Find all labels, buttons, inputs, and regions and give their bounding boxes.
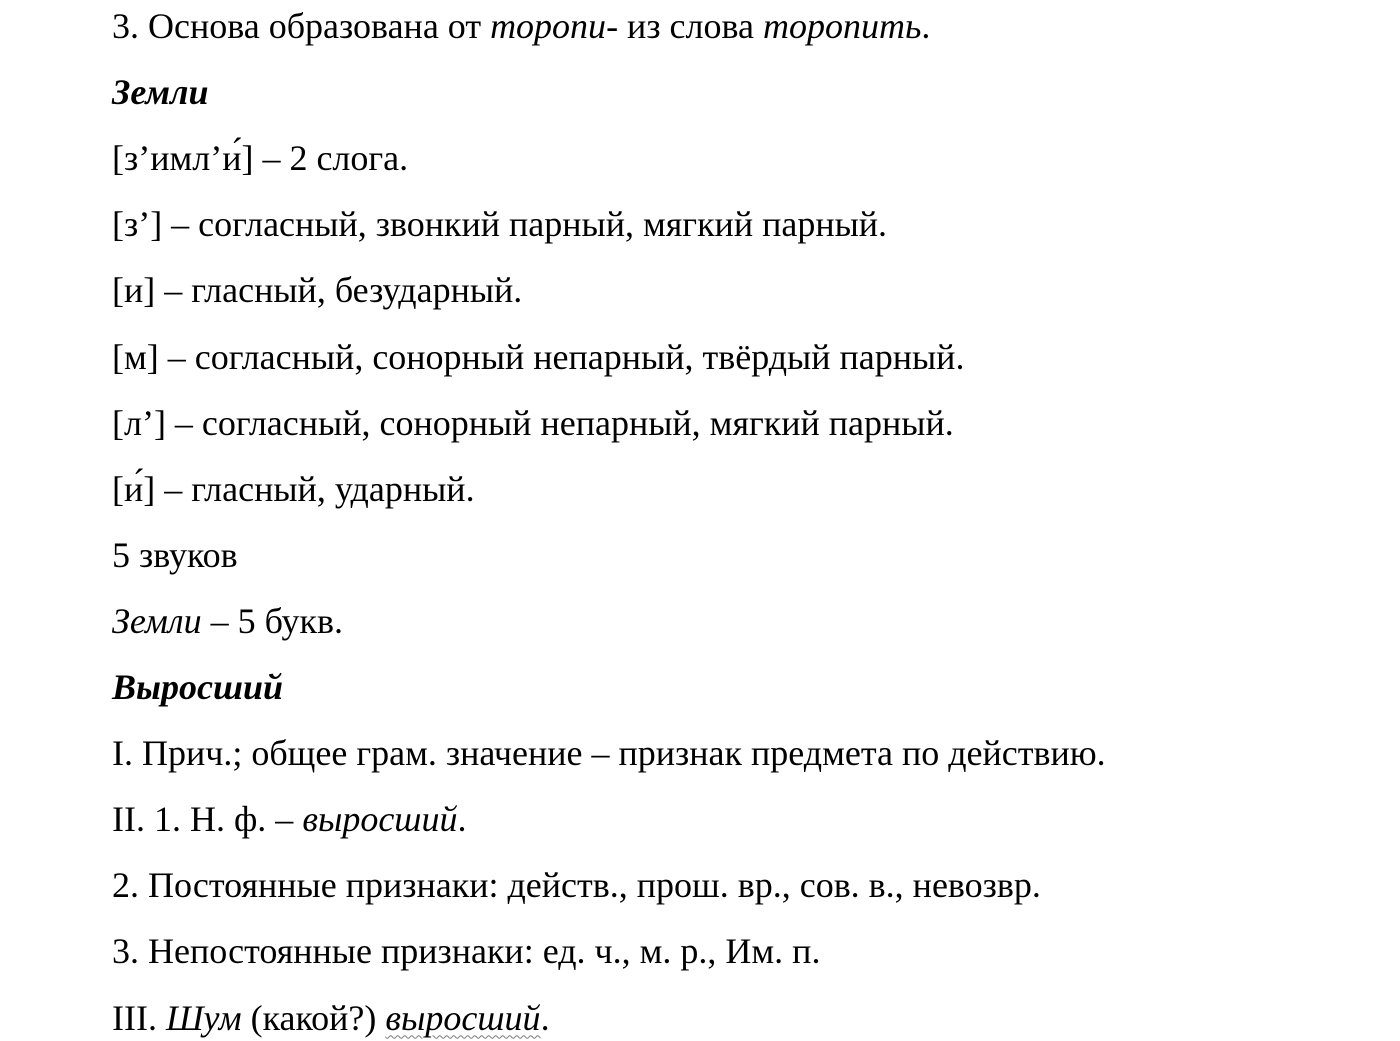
text-line <box>112 863 1041 907</box>
text-segment: Земли <box>112 600 202 641</box>
text-segment: (какой?) <box>241 997 386 1038</box>
text-segment: [з’имл’и́] – 2 слога. <box>112 138 409 179</box>
section-heading <box>112 665 283 709</box>
text-segment: [м] – согласный, сонорный непарный, твёрдый парный. <box>112 336 965 377</box>
text-segment: выросший <box>385 997 541 1038</box>
text-line <box>112 335 964 379</box>
text-segment: Земли <box>112 72 209 113</box>
text-segment: 2. Постоянные признаки: действ., прош. вр., сов. в., невозвр. <box>112 865 1041 906</box>
text-segment: 3. Основа образована от <box>112 6 491 46</box>
section-heading <box>112 70 209 114</box>
text-segment: торопи <box>490 6 607 46</box>
text-segment: - из слова <box>606 6 763 46</box>
text-segment: торопить <box>762 6 922 46</box>
text-segment: I. Прич.; общее грам. значение – признак предмета по действию. <box>112 733 1106 774</box>
text-segment: выросший <box>302 799 458 840</box>
text-line <box>112 996 550 1040</box>
text-line <box>112 599 343 643</box>
text-segment: . <box>457 799 467 840</box>
text-segment: – 5 букв. <box>201 600 344 641</box>
text-line <box>112 731 1106 775</box>
text-line <box>112 202 887 246</box>
text-segment: . <box>540 997 550 1038</box>
text-segment: 3. Непостоянные признаки: ед. ч., м. р., Им. п. <box>112 931 821 972</box>
text-segment: [и́] – гласный, ударный. <box>112 468 475 509</box>
text-line <box>112 4 930 48</box>
text-line <box>112 401 954 445</box>
text-segment: III. <box>112 997 166 1038</box>
text-line <box>112 268 522 312</box>
text-segment: [и] – гласный, безударный. <box>112 270 523 311</box>
text-line <box>112 467 475 511</box>
text-segment: . <box>921 6 931 46</box>
text-line <box>112 136 408 180</box>
text-segment: 5 звуков <box>112 534 238 575</box>
text-segment: Выросший <box>112 667 283 707</box>
text-line <box>112 533 238 577</box>
text-segment: Шум <box>165 997 242 1038</box>
text-line <box>112 797 466 841</box>
text-segment: [л’] – согласный, сонорный непарный, мягкий парный. <box>112 402 954 443</box>
text-line <box>112 929 820 973</box>
text-segment: [з’] – согласный, звонкий парный, мягкий парный. <box>112 204 888 245</box>
text-segment: II. 1. Н. ф. – <box>112 799 303 840</box>
